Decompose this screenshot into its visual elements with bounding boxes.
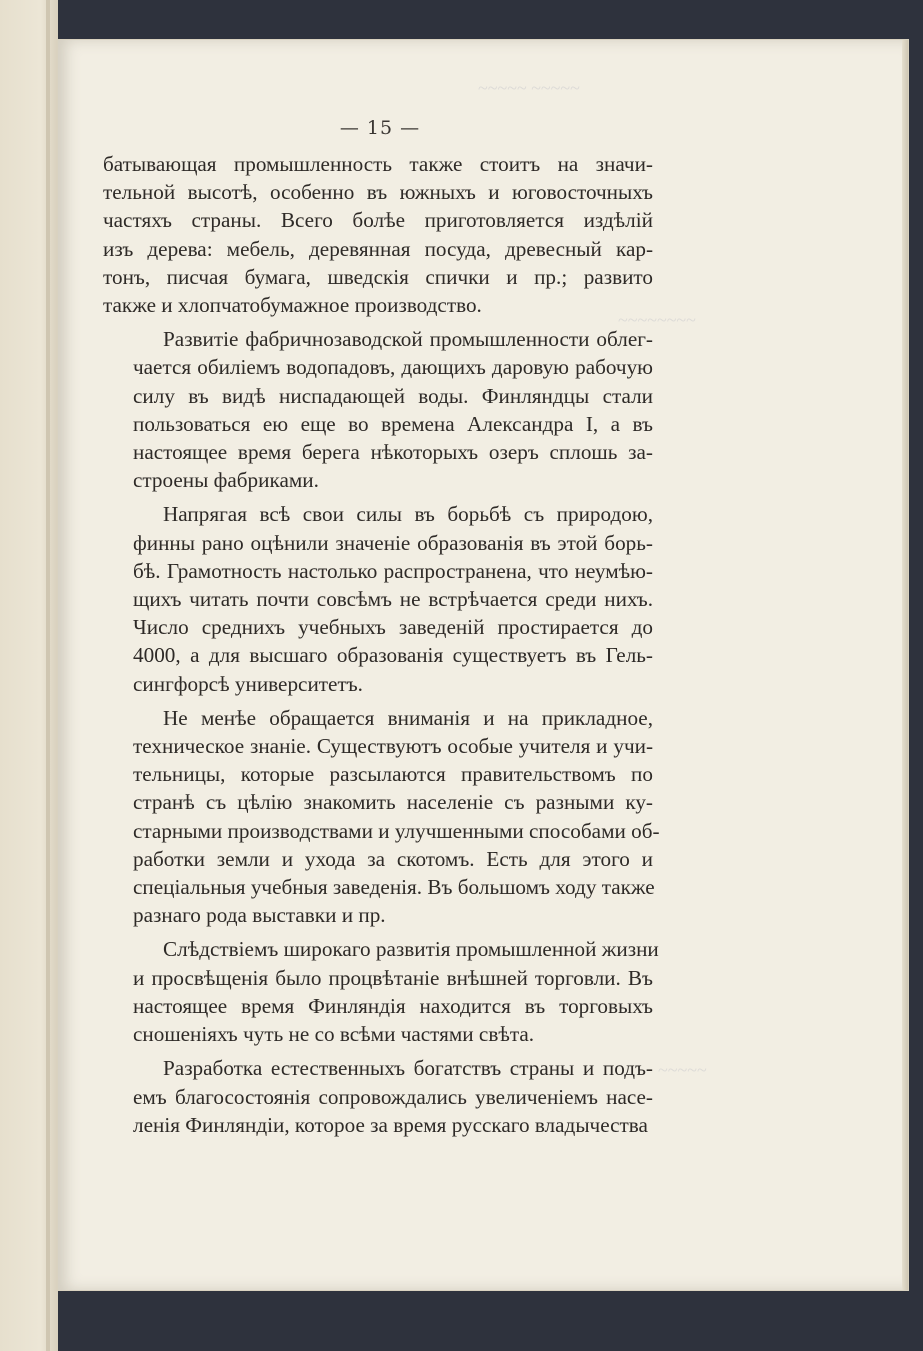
paragraph — [103, 704, 660, 930]
paragraph — [103, 500, 653, 697]
page-number: — 15 — — [339, 117, 421, 139]
text-line: Число среднихъ учебныхъ заведеній простирается до — [133, 615, 653, 640]
show-through: ~~~~~ ~~~~~ — [478, 78, 580, 98]
text-line: тельной высотѣ, особенно въ южныхъ и юговосточныхъ — [103, 180, 653, 205]
text-line: Напрягая всѣ свои силы въ борьбѣ съ природою, — [163, 502, 653, 527]
text-line: Развитіе фабричнозаводской промышленности облег- — [163, 327, 653, 352]
text-line: Разработка естественныхъ богатствъ страны и подъ- — [163, 1056, 653, 1081]
text-line: и просвѣщенія было процвѣтаніе внѣшней торговли. Въ — [133, 965, 653, 990]
text-line: финны рано оцѣнили значеніе образованія въ этой борь- — [133, 530, 653, 555]
text-line: ленія Финляндіи, которое за время русскаго владычества — [133, 1112, 648, 1137]
page-edge — [902, 40, 908, 1290]
text-line: пользоваться ею еще во времена Александра I, а въ — [133, 411, 653, 436]
text-line: разнаго рода выставки и пр. — [133, 903, 386, 928]
text-line: строены фабриками. — [133, 468, 319, 493]
text-line: емъ благосостоянія сопровождались увеличеніемъ насе- — [133, 1084, 653, 1109]
text-line: Не менѣе обращается вниманія и на прикладное, — [163, 705, 653, 730]
text-line: чается обиліемъ водопадовъ, дающихъ даровую рабочую — [133, 355, 653, 380]
text-line: батывающая промышленность также стоитъ на значи- — [103, 152, 653, 176]
text-line: старными производствами и улучшенными способами об- — [133, 818, 660, 843]
text-line: бѣ. Грамотность настолько распространена, что неумѣю- — [133, 558, 653, 583]
text-line: работки земли и ухода за скотомъ. Есть для этого и — [133, 846, 653, 871]
text-line: силу въ видѣ ниспадающей воды. Финляндцы стали — [133, 383, 653, 408]
text-line: тонъ, писчая бумага, шведскія спички и пр.; развито — [103, 264, 653, 289]
page-gutter — [46, 0, 50, 1351]
show-through: ~~~~~~~~ — [618, 310, 696, 330]
text-line: спеціальныя учебныя заведенія. Въ большомъ ходу также — [133, 875, 655, 900]
text-line: Слѣдствіемъ широкаго развитія промышленной жизни — [163, 937, 659, 962]
text-line: 4000, а для высшаго образованія существуетъ въ Гель- — [133, 643, 653, 668]
text-line: сношеніяхъ чуть не со всѣми частями свѣта. — [133, 1022, 535, 1047]
paragraph — [103, 1054, 653, 1139]
text-line: тельницы, которые разсылаются правительствомъ по — [133, 762, 653, 787]
text-line: частяхъ страны. Всего болѣе приготовляется издѣлій — [103, 208, 653, 233]
text-line: щихъ читать почти совсѣмъ не встрѣчается среди нихъ. — [133, 587, 653, 612]
text-line: сингфорсѣ университетъ. — [133, 671, 363, 696]
body-text — [103, 150, 660, 1145]
paragraph — [103, 935, 659, 1048]
text-line: техническое знаніе. Существуютъ особые учителя и учи- — [133, 734, 653, 759]
paragraph — [103, 150, 653, 319]
text-line: настоящее время Финляндія находится въ торговыхъ — [133, 993, 653, 1018]
text-line: изъ дерева: мебель, деревянная посуда, древесный кар- — [103, 236, 653, 261]
paragraph — [103, 325, 653, 494]
text-line: также и хлопчатобумажное производство. — [103, 293, 482, 318]
text-line: странѣ съ цѣлію знакомить населеніе съ разными ку- — [133, 790, 653, 815]
show-through: ~~~~~ — [658, 1060, 707, 1080]
text-line: настоящее время берега нѣкоторыхъ озеръ сплошь за- — [133, 440, 653, 465]
